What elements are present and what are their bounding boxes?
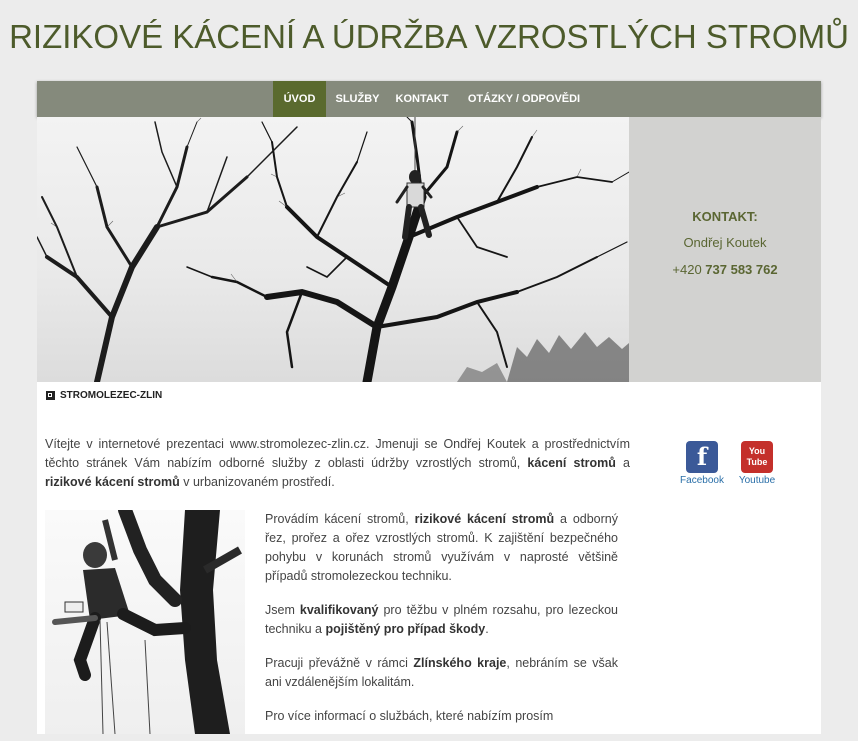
arborist-figure [55, 542, 185, 675]
nav-item-sluzby[interactable]: SLUŽBY [335, 93, 380, 105]
para-text: . [485, 622, 489, 636]
para-text: a odborný řez, prořez a ořez vzrostlých stromů. K zajištění bezpečného pohybu v korunách stromů využívám v naprosté většině případů stromolezeckou techniku. [265, 512, 619, 583]
para-text: pro těžbu v plném rozsahu, pro lezeckou techniku a [265, 603, 618, 636]
phone-number: 737 583 762 [705, 262, 778, 277]
main-content [37, 382, 821, 734]
facebook-label: Facebook [680, 475, 724, 486]
youtube-icon [741, 441, 773, 473]
contact-panel [629, 117, 821, 382]
youtube-link[interactable] [732, 441, 782, 486]
facebook-icon: f [686, 441, 718, 473]
para-text: Provádím kácení stromů, [265, 512, 415, 526]
hero-image [37, 117, 629, 382]
paragraph-more-info [265, 707, 618, 726]
arborist-photo [45, 510, 245, 734]
youtube-badge-top: You [748, 446, 766, 456]
paragraph-qualification [265, 601, 618, 639]
arborist-image [45, 510, 245, 734]
contact-label: KONTAKT: [692, 209, 758, 224]
nav-item-uvod[interactable]: ÚVOD [273, 81, 326, 117]
para-text: Jsem [265, 603, 300, 617]
main-navigation [37, 81, 821, 117]
nav-item-otazky-odpovedi[interactable]: OTÁZKY / ODPOVĚDI [467, 93, 581, 105]
nav-item-kontakt[interactable]: KONTAKT [395, 93, 449, 105]
image-icon [46, 391, 55, 400]
para-bold: kvalifikovaný [299, 603, 379, 617]
hero-caption-text: STROMOLEZEC-ZLIN [60, 390, 163, 401]
para-text: Pro více informací o službách, které nabízím prosím [265, 709, 554, 723]
phone-prefix: +420 [672, 262, 706, 277]
youtube-label: Youtube [738, 475, 776, 486]
para-bold: Zlínského kraje [413, 656, 507, 670]
para-bold: rizikové kácení stromů [414, 512, 555, 526]
intro-text-2: a [615, 456, 630, 470]
hero-caption [46, 390, 162, 401]
intro-bold-1: kácení stromů [527, 456, 616, 470]
paragraph-services [265, 510, 618, 586]
site-title: RIZIKOVÉ KÁCENÍ A ÚDRŽBA VZROSTLÝCH STROMŮ [9, 18, 849, 55]
para-text: Pracuji převážně v rámci [265, 656, 414, 670]
intro-text-3: v urbanizovaném prostředí. [179, 475, 335, 489]
para-text: , nebráním se však ani vzdálenějším lokalitám. [265, 656, 618, 689]
tree-climber-photo [37, 117, 629, 382]
text-column [265, 510, 618, 741]
para-bold: pojištěný pro případ škody [325, 622, 486, 636]
facebook-link[interactable] [677, 441, 727, 486]
contact-name: Ondřej Koutek [683, 235, 767, 250]
intro-bold-2: rizikové kácení stromů [45, 475, 180, 489]
contact-phone[interactable] [629, 262, 821, 277]
paragraph-region [265, 654, 618, 692]
intro-text: Vítejte v internetové prezentaci www.stromolezec-zlin.cz. Jmenuji se Ondřej Koutek a prostřednictvím těchto stránek Vám nabízím odborné služby z oblasti údržby vzrostlých stromů, [45, 437, 630, 470]
intro-paragraph [45, 435, 630, 492]
youtube-badge-bottom: Tube [746, 457, 768, 467]
